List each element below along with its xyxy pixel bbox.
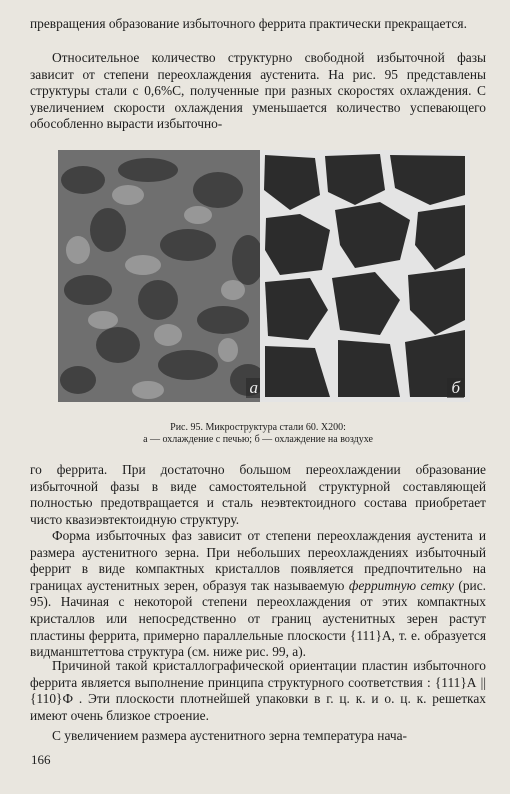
paragraph-3: го феррита. При достаточно большом переохлаждении образование избыточной фазы в виде самостоятельной структурной составляющей полностью предотвращается и сталь неэвтектоидного состава приобретает чисто квазиэвтектоидную структуру. bbox=[30, 462, 486, 527]
caption-line-2: а — охлаждение с печью; б — охлаждение на воздухе bbox=[143, 434, 373, 445]
paragraph-4 bbox=[30, 528, 486, 661]
paragraph-2: Относительное количество структурно свободной избыточной фазы зависит от степени переохлаждения аустенита. На рис. 95 представлены структуры стали с 0,6%С, полученные при разных скоростях охлаждения. С увеличением скорости охлаждения уменьшается количество успевающего обособленно вырасти избыточно- bbox=[30, 50, 486, 132]
micrograph-b bbox=[260, 150, 470, 402]
micrograph-b-label: б bbox=[447, 378, 464, 398]
figure-caption bbox=[30, 422, 486, 446]
micrograph-a bbox=[58, 150, 268, 402]
paragraph-5: Причиной такой кристаллографической ориентации пластин избыточного феррита является выполнение принципа структурного соответствия : {111}А || {110}Ф . Эти плоскости плотнейшей упаковки в г. ц. к. и о. ц. к. решетках имеют очень близкое строение. bbox=[30, 658, 486, 723]
page-number: 166 bbox=[31, 752, 51, 767]
caption-line-1: Рис. 95. Микроструктура стали 60. Х200: bbox=[170, 422, 346, 433]
micrograph-a-label: а bbox=[246, 378, 263, 398]
paragraph-6: С увеличением размера аустенитного зерна температура нача- bbox=[52, 728, 407, 743]
ferrite-network-term: ферритную сетку bbox=[348, 577, 454, 593]
micrograph-a-image bbox=[58, 150, 268, 402]
micrograph-b-image bbox=[260, 150, 470, 402]
paragraph-4-part-1: Форма избыточных фаз зависит от степени переохлаждения аустенита и размера аустенитного зерна. При небольших переохлаждениях избыточный феррит в виде компактных кристаллов появляется предпочтительно на границах аустенитных зерен, образуя так называемую bbox=[30, 528, 486, 593]
paragraph-1: превращения образование избыточного феррита практически прекращается. bbox=[30, 16, 467, 31]
paragraph-4-part-2: (рис. 95). Начиная с некоторой степени переохлаждения от этих компактных кристаллов или непосредственно от границ аустенитных зерен растут пластины феррита, примерно параллельные плоскости {111}А, т. е. образуется видманштеттова структура (см. ниже рис. 99, а). bbox=[30, 577, 486, 660]
